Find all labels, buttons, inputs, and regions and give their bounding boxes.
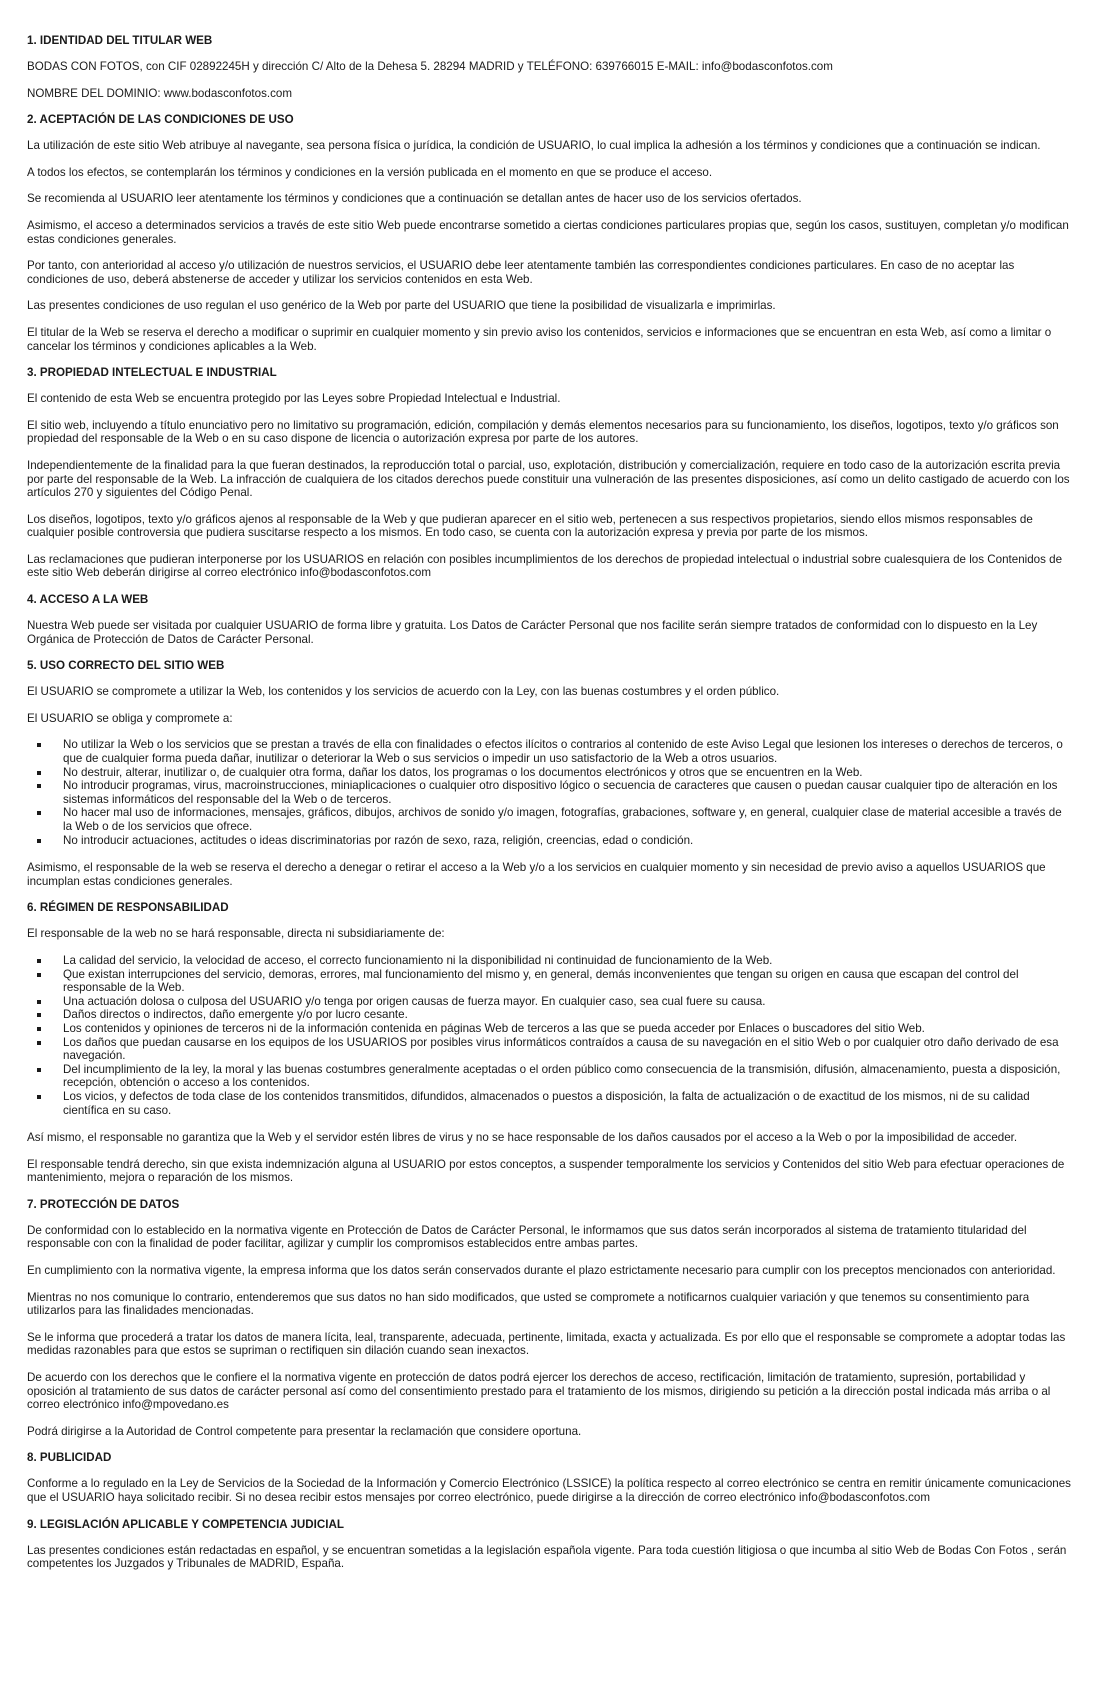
paragraph: Conforme a lo regulado en la Ley de Servicios de la Sociedad de la Información y Comercio Electrónico (LSSICE) la política respecto al correo electrónico se centra en remitir únicamente comunicaciones que el USUARIO haya solicitado recibir. Si no desea recibir estos mensajes por correo electrónico, puede dirigirse a la dirección de correo electrónico info@bodasconfotos.com — [27, 1477, 1071, 1504]
section-8 — [27, 1451, 1073, 1504]
list-item: No destruir, alterar, inutilizar o, de cualquier otra forma, dañar los datos, los programas o los documentos electrónicos y otros que se encuentren en la Web. — [63, 766, 1073, 780]
list-item: No hacer mal uso de informaciones, mensajes, gráficos, dibujos, archivos de sonido y/o imagen, fotografías, grabaciones, software y, en general, cualquier clase de material accesible a través de la Web o de los servicios que ofrece. — [63, 806, 1073, 833]
section-4 — [27, 593, 1073, 646]
section-heading: 6. RÉGIMEN DE RESPONSABILIDAD — [27, 901, 229, 915]
paragraph: Las reclamaciones que pudieran interponerse por los USUARIOS en relación con posibles incumplimientos de los derechos de propiedad intelectual o industrial sobre cualesquiera de los Contenidos de este sitio Web deberán dirigirse al correo electrónico info@bodasconfotos.com — [27, 552, 1063, 580]
section-9 — [27, 1518, 1073, 1571]
paragraph: Las presentes condiciones de uso regulan el uso genérico de la Web por parte del USUARIO que tiene la posibilidad de visualizarla e imprimirlas. — [27, 299, 776, 313]
paragraph: En cumplimiento con la normativa vigente, la empresa informa que los datos serán conservados durante el plazo estrictamente necesario para cumplir con los preceptos mencionados con anterioridad. — [27, 1264, 1056, 1278]
bullet-list — [27, 738, 1073, 847]
paragraph: Independientemente de la finalidad para la que fueran destinados, la reproducción total o parcial, uso, explotación, distribución y comercialización, requiere en todo caso de la autorización escrita previa por parte del responsable de la Web. La infracción de cualquiera de los citados derechos puede constituir una vulneración de las presentes disposiciones, así como un delito castigado de acuerdo con los artículos 270 y siguientes del Código Penal. — [27, 458, 1070, 500]
paragraph: Nuestra Web puede ser visitada por cualquier USUARIO de forma libre y gratuita. Los Datos de Carácter Personal que nos facilite serán siempre tratados de conformidad con lo dispuesto en la Ley Orgánica de Protección de Datos de Carácter Personal. — [27, 619, 1038, 646]
paragraph: BODAS CON FOTOS, con CIF 02892245H y dirección C/ Alto de la Dehesa 5. 28294 MADRID y TELÉFONO: 639766015 E-MAIL: info@bodasconfotos.com — [27, 60, 833, 73]
paragraph: De conformidad con lo establecido en la normativa vigente en Protección de Datos de Carácter Personal, le informamos que sus datos serán incorporados al sistema de tratamiento titularidad del responsable con con la finalidad de poder facilitar, agilizar y cumplir los compromisos establecidos entre ambas partes. — [27, 1223, 1027, 1251]
paragraph: Mientras no nos comunique lo contrario, entenderemos que sus datos no han sido modificados, que usted se compromete a notificarnos cualquier variación y que tenemos su consentimiento para utilizarlos para las finalidades mencionadas. — [27, 1290, 1030, 1318]
section-6 — [27, 901, 1073, 1185]
section-heading: 9. LEGISLACIÓN APLICABLE Y COMPETENCIA JUDICIAL — [27, 1517, 344, 1531]
list-item: No introducir actuaciones, actitudes o ideas discriminatorias por razón de sexo, raza, religión, creencias, edad o condición. — [63, 834, 1073, 848]
paragraph: Así mismo, el responsable no garantiza que la Web y el servidor estén libres de virus y no se hace responsable de los daños causados por el acceso a la Web o por la imposibilidad de acceder. — [27, 1131, 1018, 1145]
list-item: Los vicios, y defectos de toda clase de los contenidos transmitidos, difundidos, almacenados o puestos a disposición, la falta de actualización o de exactitud de los mismos, ni de su calidad científica en su caso. — [63, 1090, 1073, 1117]
paragraph: Asimismo, el acceso a determinados servicios a través de este sitio Web puede encontrarse sometido a ciertas condiciones particulares propias que, según los casos, sustituyen, completan y/o modifican estas condiciones generales. — [27, 218, 1069, 246]
section-2 — [27, 113, 1073, 353]
paragraph: Podrá dirigirse a la Autoridad de Control competente para presentar la reclamación que considere oportuna. — [27, 1424, 582, 1438]
section-heading: 8. PUBLICIDAD — [27, 1451, 112, 1465]
paragraph: El USUARIO se compromete a utilizar la Web, los contenidos y los servicios de acuerdo con la Ley, con las buenas costumbres y el orden público. — [27, 685, 780, 699]
section-heading: 2. ACEPTACIÓN DE LAS CONDICIONES DE USO — [27, 113, 294, 127]
list-item: No introducir programas, virus, macroinstrucciones, miniaplicaciones o cualquier otro dispositivo lógico o secuencia de caracteres que causen o puedan causar cualquier tipo de alteración en los sistemas informáticos del responsable del la Web o de terceros. — [63, 779, 1073, 806]
list-item: Que existan interrupciones del servicio, demoras, errores, mal funcionamiento del mismo y, en general, demás inconvenientes que tengan su origen en causa que escapan del control del responsable de la Web. — [63, 968, 1073, 995]
paragraph: Se le informa que procederá a tratar los datos de manera lícita, leal, transparente, adecuada, pertinente, limitada, exacta y actualizada. Es por ello que el responsable se compromete a adoptar todas las medidas razonables para que estos se supriman o rectifiquen sin dilación cuando sean inexactos. — [27, 1330, 1066, 1358]
list-item: No utilizar la Web o los servicios que se prestan a través de ella con finalidades o efectos ilícitos o contrarios al contenido de este Aviso Legal que lesionen los intereses o derechos de terceros, o que de cualquier forma pueda dañar, inutilizar o deteriorar la Web o sus servicios o impedir un uso satisfactorio de la Web a otros usuarios. — [63, 738, 1073, 765]
paragraph: El responsable tendrá derecho, sin que exista indemnización alguna al USUARIO por estos conceptos, a suspender temporalmente los servicios y Contenidos del sitio Web para efectuar operaciones de mantenimiento, mejora o reparación de los mismos. — [27, 1157, 1065, 1185]
section-3 — [27, 366, 1073, 580]
list-item: Los contenidos y opiniones de terceros ni de la información contenida en páginas Web de terceros a las que se pueda acceder por Enlaces o buscadores del sitio Web. — [63, 1022, 1073, 1036]
paragraph: Las presentes condiciones están redactadas en español, y se encuentran sometidas a la legislación española vigente. Para toda cuestión litigiosa o que incumba al sitio Web de Bodas Con Fotos , serán competentes los Juzgados y Tribunales de MADRID, España. — [27, 1543, 1067, 1571]
paragraph: El responsable de la web no se hará responsable, directa ni subsidiariamente de: — [27, 927, 445, 941]
list-item: Una actuación dolosa o culposa del USUARIO y/o tenga por origen causas de fuerza mayor. En cualquier caso, sea cual fuere su causa. — [63, 995, 1073, 1009]
paragraph: Los diseños, logotipos, texto y/o gráficos ajenos al responsable de la Web y que pudieran aparecer en el sitio web, pertenecen a sus respectivos propietarios, siendo ellos mismos responsables de cualquier posible controversia que pudiera suscitarse respecto a los mismos. En todo caso, se cuenta con la autorización expresa y previa por parte de los mismos. — [27, 512, 1033, 540]
list-item: Del incumplimiento de la ley, la moral y las buenas costumbres generalmente aceptadas o el orden público como consecuencia de la transmisión, difusión, almacenamiento, puesta a disposición, recepción, obtención o acceso a los contenidos. — [63, 1063, 1073, 1090]
paragraph: Por tanto, con anterioridad al acceso y/o utilización de nuestros servicios, el USUARIO debe leer atentamente también las correspondientes condiciones particulares. En caso de no aceptar las condiciones de uso, deberá abstenerse de acceder y utilizar los servicios contenidos en esta Web. — [27, 259, 1015, 286]
bullet-list — [27, 954, 1073, 1117]
section-heading: 7. PROTECCIÓN DE DATOS — [27, 1197, 180, 1211]
paragraph: Asimismo, el responsable de la web se reserva el derecho a denegar o retirar el acceso a la Web y/o a los servicios en cualquier momento y sin necesidad de previo aviso a aquellos USUARIOS que incumplan estas condiciones generales. — [27, 861, 1046, 888]
paragraph: A todos los efectos, se contemplarán los términos y condiciones en la versión publicada en el momento en que se produce el acceso. — [27, 165, 713, 179]
paragraph: Se recomienda al USUARIO leer atentamente los términos y condiciones que a continuación se detallan antes de hacer uso de los servicios ofertados. — [27, 192, 802, 206]
section-1 — [27, 34, 1073, 100]
section-7 — [27, 1198, 1073, 1439]
list-item: Daños directos o indirectos, daño emergente y/o por lucro cesante. — [63, 1008, 1073, 1022]
paragraph: NOMBRE DEL DOMINIO: www.bodasconfotos.com — [27, 86, 293, 100]
section-heading: 3. PROPIEDAD INTELECTUAL E INDUSTRIAL — [27, 366, 277, 380]
paragraph: La utilización de este sitio Web atribuye al navegante, sea persona física o jurídica, la condición de USUARIO, lo cual implica la adhesión a los términos y condiciones que a continuación se indican. — [27, 139, 1041, 153]
section-heading: 4. ACCESO A LA WEB — [27, 593, 149, 607]
paragraph: El sitio web, incluyendo a título enunciativo pero no limitativo su programación, edición, compilación y demás elementos necesarios para su funcionamiento, los diseños, logotipos, texto y/o gráficos son propiedad del responsable de la Web o en su caso dispone de licencia o autorización expresa por parte de los autores. — [27, 418, 1059, 446]
paragraph: El titular de la Web se reserva el derecho a modificar o suprimir en cualquier momento y sin previo aviso los contenidos, servicios e informaciones que se encuentran en esta Web, así como a limitar o cancelar los términos y condiciones aplicables a la Web. — [27, 325, 1052, 353]
list-item: La calidad del servicio, la velocidad de acceso, el correcto funcionamiento ni la disponibilidad ni continuidad de funcionamiento de la Web. — [63, 954, 1073, 968]
list-item: Los daños que puedan causarse en los equipos de los USUARIOS por posibles virus informáticos contraídos a causa de su navegación en el sitio Web o por cualquier otro daño derivado de esa navegación. — [63, 1036, 1073, 1063]
paragraph: El contenido de esta Web se encuentra protegido por las Leyes sobre Propiedad Intelectual e Industrial. — [27, 392, 561, 406]
section-heading: 1. IDENTIDAD DEL TITULAR WEB — [27, 34, 213, 47]
section-5 — [27, 659, 1073, 888]
paragraph: El USUARIO se obliga y compromete a: — [27, 711, 233, 725]
paragraph: De acuerdo con los derechos que le confiere el la normativa vigente en protección de datos podrá ejercer los derechos de acceso, rectificación, limitación de tratamiento, supresión, portabilidad y oposición al tratamiento de sus datos de carácter personal así como del consentimiento prestado para el tratamiento de los mismos, dirigiendo su petición a la dirección postal indicada más arriba o al correo electrónico info@mpovedano.es — [27, 1371, 1051, 1412]
section-heading: 5. USO CORRECTO DEL SITIO WEB — [27, 659, 225, 673]
